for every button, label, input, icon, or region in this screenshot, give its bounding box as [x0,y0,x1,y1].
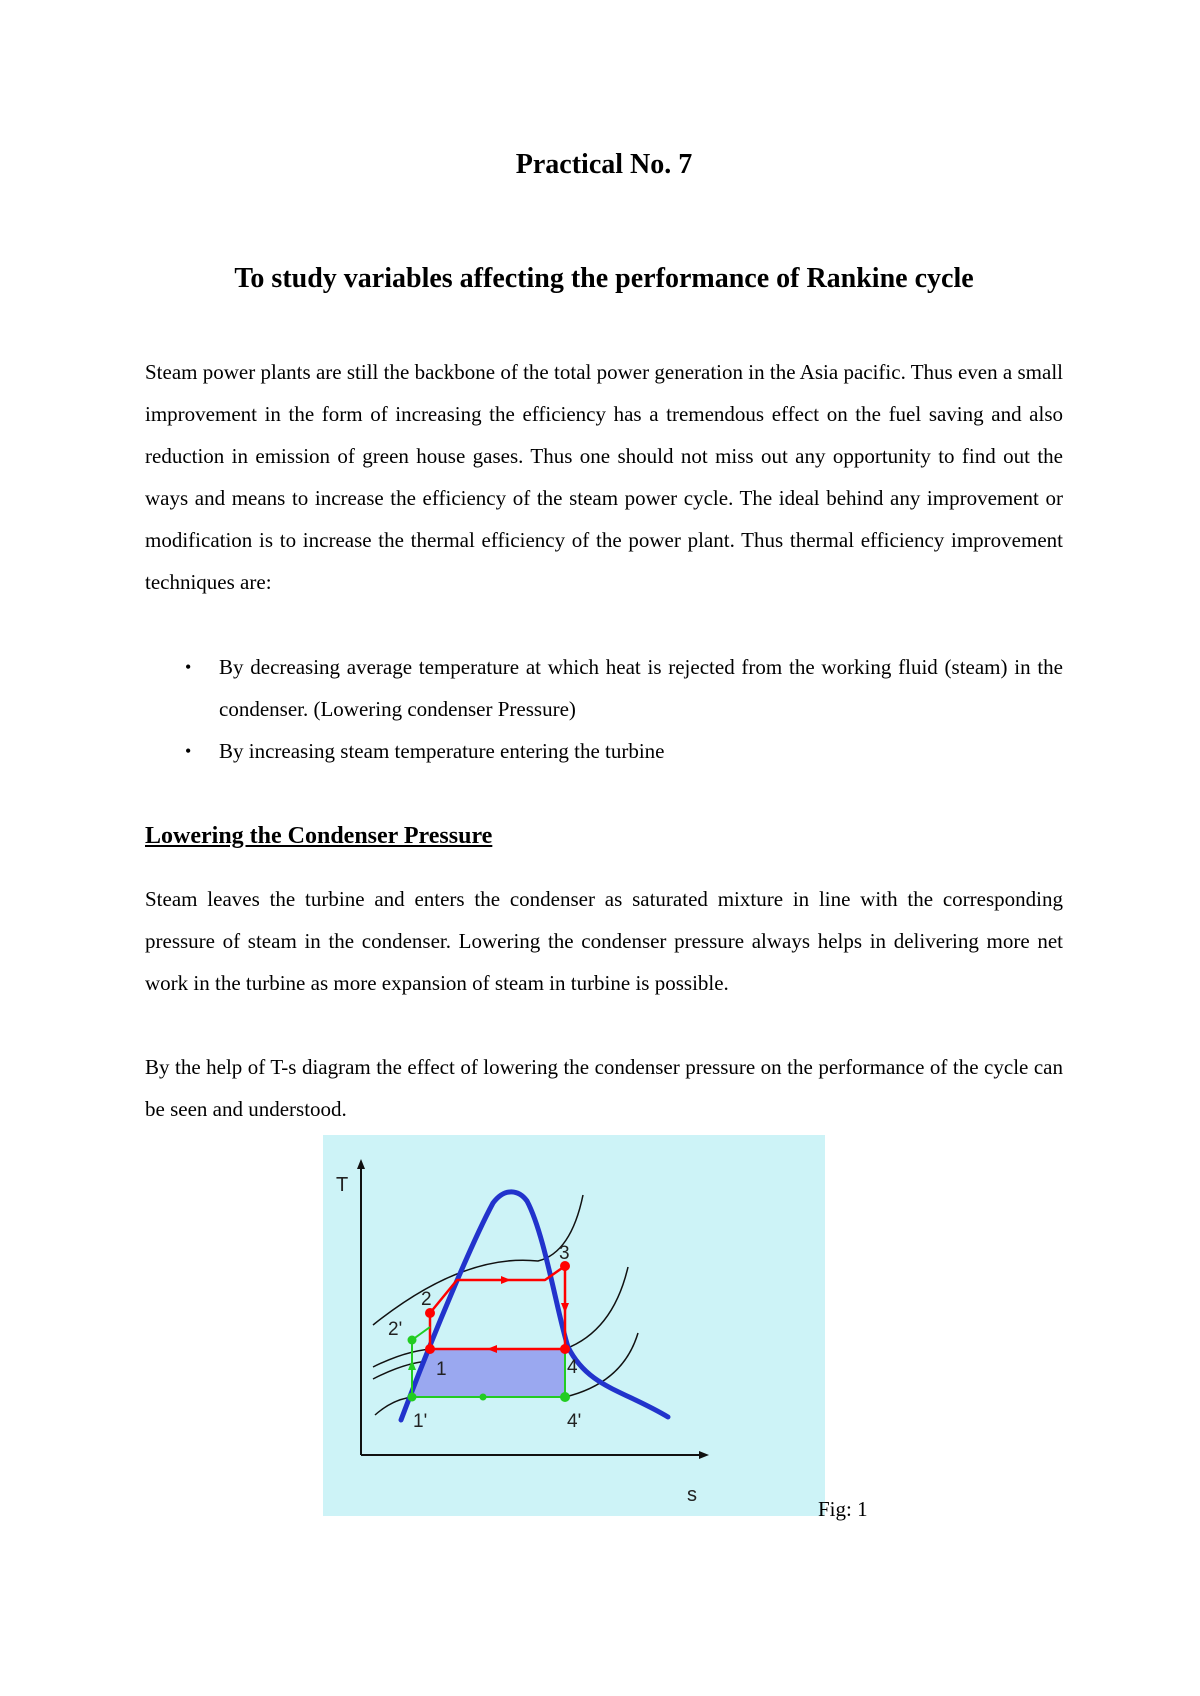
intro-paragraph: Steam power plants are still the backbone of the total power generation in the Asia pacific. Thus even a small improvement in the form of increasing the efficiency has a tremendous effect on the fuel saving and also reduction in emission of green house gases. Thus one should not miss out any opportunity to find out the ways and means to increase the efficiency of the steam power cycle. The ideal behind any improvement or modification is to increase the thermal efficiency of the power plant. Thus thermal efficiency improvement techniques are: [145,360,1063,594]
label-state-2: 2 [421,1289,432,1310]
bullet-icon: • [185,741,192,761]
state-point-2prime [408,1336,417,1345]
bullet-icon: • [185,657,192,677]
label-state-4prime: 4' [567,1411,582,1432]
condenser-paragraph: Steam leaves the turbine and enters the condenser as saturated mixture in line with the corresponding pressure of steam in the condenser. Lowering the condenser pressure always helps in delivering more net work in the turbine as more expansion of steam in turbine is possible. [145,887,1063,995]
label-state-4: 4 [567,1357,578,1378]
cycle-path-original [430,1266,565,1349]
list-item [145,646,1063,730]
state-point-mid [480,1394,487,1401]
ts-diagram-paragraph: By the help of T-s diagram the effect of lowering the condenser pressure on the performance of the cycle can be seen and understood. [145,1055,1063,1121]
s-axis-label: s [687,1484,697,1506]
added-work-area [412,1349,565,1397]
list-item-text: By increasing steam temperature entering the turbine [219,739,665,763]
label-state-3: 3 [559,1243,570,1264]
flow-arrow-icon [561,1303,569,1313]
isobar-high-pressure [373,1195,583,1325]
ts-diagram-figure [323,1135,825,1516]
s-axis-arrow-icon [699,1451,709,1459]
page-title: Practical No. 7 [515,149,693,180]
state-point-1prime [408,1393,417,1402]
flow-arrow-icon [501,1276,511,1284]
t-axis-label: T [336,1174,349,1196]
state-point-4 [560,1344,570,1354]
label-state-1prime: 1' [413,1411,428,1432]
state-point-4prime [560,1392,570,1402]
page-subtitle: To study variables affecting the performance of Rankine cycle [234,263,974,294]
label-state-1: 1 [436,1359,447,1380]
ts-diagram [323,1135,825,1516]
state-point-1 [425,1344,435,1354]
label-state-2prime: 2' [388,1319,403,1340]
section-heading: Lowering the Condenser Pressure [145,823,493,849]
t-axis-arrow-icon [357,1159,365,1169]
list-item [145,730,1063,772]
figure-caption: Fig: 1 [818,1497,868,1521]
technique-list [145,646,1063,772]
list-item-text: By decreasing average temperature at which heat is rejected from the working fluid (steam) in the condenser. (Lowering condenser Pressure) [219,655,1063,721]
